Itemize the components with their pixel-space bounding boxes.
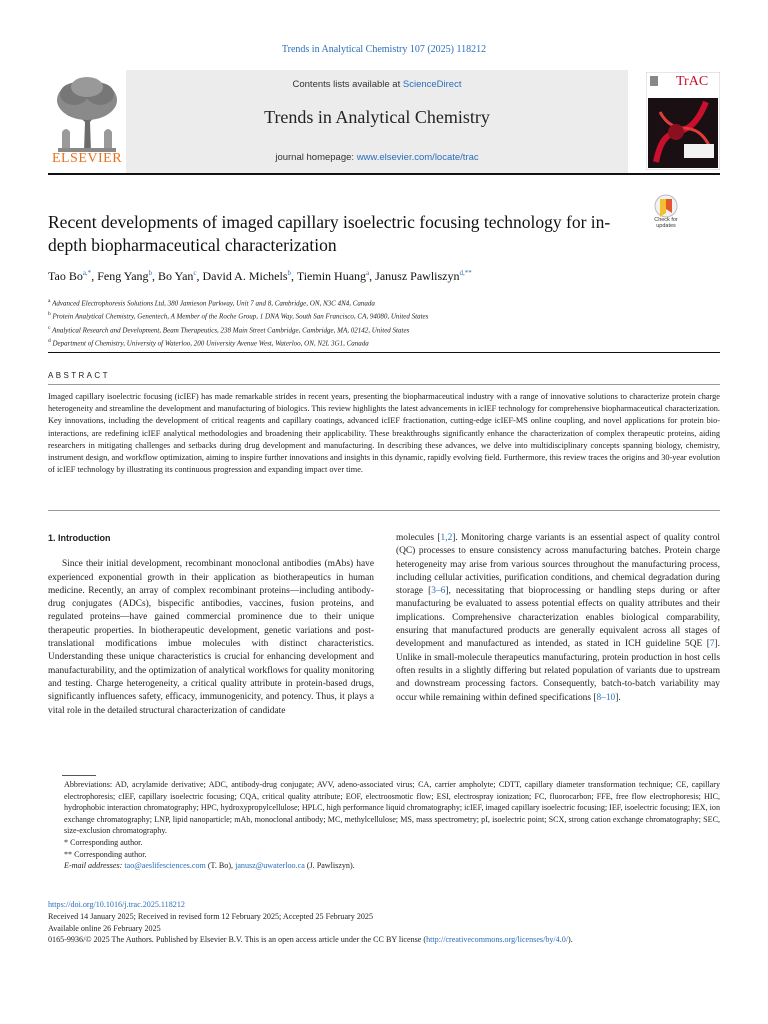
affiliation-mark: d <box>48 337 51 344</box>
author-separator: , <box>91 269 98 283</box>
affiliation-item <box>48 296 720 309</box>
ref-link[interactable]: 3–6 <box>431 586 446 597</box>
email-owner-2: (J. Pawliszyn). <box>304 861 355 871</box>
author-separator: , <box>196 269 203 283</box>
article-title: Recent developments of imaged capillary isoelectric focusing technology for in-depth biopharmaceutical characterization <box>48 212 611 255</box>
affiliation-item <box>48 309 720 322</box>
ref-link[interactable]: 1,2 <box>440 533 453 543</box>
license-link[interactable]: http://creativecommons.org/licenses/by/4.0/ <box>426 935 569 945</box>
doi-link[interactable]: https://doi.org/10.1016/j.trac.2025.118212 <box>48 900 185 909</box>
author-name[interactable]: Feng Yang <box>97 269 149 283</box>
corresponding-author-2: ** Corresponding author. <box>64 849 147 859</box>
affiliation-text: Analytical Research and Development, Beam Therapeutics, 238 Main Street Cambridge, Cambridge, MA, 02142, United States <box>52 325 410 334</box>
ref-link[interactable]: 8–10 <box>596 692 616 703</box>
license-suffix: ). <box>568 935 573 945</box>
journal-cover-thumbnail[interactable] <box>646 72 720 170</box>
intro-heading: 1. Introduction <box>48 533 111 543</box>
author-affiliation-mark[interactable]: d,** <box>459 269 472 277</box>
affiliation-text: Department of Chemistry, University of Waterloo, 200 University Avenue West, Waterloo, ON, N2L 3G1, Canada <box>52 339 369 348</box>
author-name[interactable]: Janusz Pawliszyn <box>375 269 460 283</box>
check-for-updates-button[interactable] <box>646 193 686 233</box>
elsevier-logo[interactable] <box>48 72 126 168</box>
journal-homepage <box>126 152 628 163</box>
intro-paragraph-1: Since their initial development, recombinant monoclonal antibodies (mAbs) have experienced exponential growth in their application as biotherapeutics in human medicine. Recently, an array of complex recombinant proteins—including antibody-drug conjugates (ADCs), bispecific antibodies, vaccines, fusion proteins, and regulated proteins—have gained commercial prominence due to their unique therapeutic properties. In biotherapeutic development, genetic variations and post-translational modifications imbue molecules with distinct characteristics. Understanding these unique characteristics is crucial for enhancing development and manufacturability, and the optimization of analytical workflows for quality monitoring and testing. Charge heterogeneity, a critical quality attribute in protein-based drugs, significantly influences safety, efficacy, immunogenicity, and potency. Thus, it plays a vital role in the detailed structural characterization of candidate <box>48 559 374 716</box>
author-affiliation-mark[interactable]: a <box>366 269 370 277</box>
email-label: E-mail addresses: <box>64 861 125 871</box>
footnote-rule <box>62 775 96 776</box>
email-addresses <box>48 860 720 872</box>
text-seg: ]. <box>615 692 621 703</box>
homepage-label: journal homepage: <box>275 152 357 163</box>
intro-paragraph-cont <box>396 532 720 705</box>
affiliation-list <box>48 296 720 349</box>
abstract-heading: ABSTRACT <box>48 371 110 380</box>
license-prefix: 0165-9936/© 2025 The Authors. Published by Elsevier B.V. This is an open access article under the CC BY license ( <box>48 935 427 945</box>
license-line <box>48 934 720 946</box>
header-rule <box>48 352 720 353</box>
elsevier-wordmark: ELSEVIER <box>51 151 123 166</box>
received-dates: Received 14 January 2025; Received in revised form 12 February 2025; Accepted 25 February 2025 <box>48 911 374 921</box>
abbreviations-footnote: Abbreviations: AD, acrylamide derivative; ADC, antibody-drug conjugate; AVV, adeno-associated virus; CA, carrier ampholyte; CDTT, capillary diameter transformation technique; CE, capillary electrophoresis; cIEF, capillary isoelectric focusing; CQA, critical quality attribute; EOF, electroosmotic flow; ESI, electrospray ionization; FC, fluorocarbon; FFE, free flow electrophoresis; HIC, hydrophobic interaction chromatography; HPC, hydroxypropylcellulose; HPLC, high performance liquid chromatography; icIEF, imaged capillary isoelectric focusing; IEF, isoelectric focusing; IEX, ion exchange chromatography; LNP, lipid nanoparticle; mAb, monoclonal antibody; MC, methylcellulose; MS, mass spectrometry; pI, isoelectric point; SCX, strong cation exchange chromatography; SEC, size-exclusion chromatography. <box>64 780 720 836</box>
author-name[interactable]: Tiemin Huang <box>296 269 367 283</box>
affiliation-text: Advanced Electrophoresis Solutions Ltd, 380 Jamieson Parkway, Unit 7 and 8, Cambridge, ON, N3C 4N4, Canada <box>52 299 375 308</box>
affiliation-mark: b <box>48 311 51 318</box>
text-seg: ]. Monitoring charge variants is an essential aspect of quality control (QC) processes to ensure consistency across manufacturing batches. Protein charge heterogeneity may arise from various sources throughout the manufacturing process, including cellular activities, purification conditions, and chemical degradation during storage [ <box>396 533 720 597</box>
author-list <box>48 269 720 284</box>
homepage-link[interactable]: www.elsevier.com/locate/trac <box>356 152 479 163</box>
affiliation-mark: c <box>48 324 51 331</box>
left-column <box>48 532 374 718</box>
abstract-top-rule <box>48 384 720 385</box>
available-online: Available online 26 February 2025 <box>48 923 161 933</box>
footnotes <box>48 779 720 872</box>
author-affiliation-mark[interactable]: b <box>148 269 153 277</box>
email-link-1[interactable]: tao@aeslifesciences.com <box>124 861 206 871</box>
author-separator: , <box>369 269 376 283</box>
author-separator: , <box>152 269 159 283</box>
affiliation-mark: a <box>48 298 51 304</box>
journal-citation[interactable]: Trends in Analytical Chemistry 107 (2025) 118212 <box>281 44 487 55</box>
author-name[interactable]: Tao Bo <box>48 269 83 283</box>
author-name[interactable]: David A. Michels <box>202 269 288 283</box>
masthead-rule <box>48 173 720 175</box>
affiliation-item <box>48 323 720 336</box>
abstract-bottom-rule <box>48 510 720 511</box>
text-seg: ]. Unlike in small-molecule therapeutics manufacturing, protein production in host cells often results in a slightly differing but related population of variants due to upstream and downstream processing factors. Consequently, batch-to-batch variability may occur while remaining within defined specifications [ <box>396 639 720 703</box>
email-link-2[interactable]: janusz@uwaterloo.ca <box>235 861 305 871</box>
abstract-text: Imaged capillary isoelectric focusing (icIEF) has made remarkable strides in recent years, presenting the biopharmaceutical industry with a range of innovative solutions to characterize protein charge heterogeneity and streamline the development and manufacturing of biologics. This review highlights the latest advancements in icIEF technology for comprehensive biopharmaceutical characterization. Key innovations, including the development of critical reagents and capillary coatings, advanced icIEF fractionation, cutting-edge icIEF-MS online coupling, and novel applications for protein bio-interactions, are redefining icIEF analytical methodologies and broadening their applicability. These breakthroughs significantly enhance the characterization of complex therapeutic proteins, aiding researchers in mitigating challenges and setbacks during drug development and manufacturing. In describing these advances, we delve into multidisciplinary concepts spanning biology, chemistry, instrument design, and workflow optimization, aiming to inspire further innovations and insights in this dynamic, rapidly evolving field. Furthermore, this review traces the origins and 30-year evolution of icIEF technology by illustrating its continuous progression and expanding impact over time. <box>48 392 720 475</box>
text-seg: ], necessitating that bioprocessing or handling steps during or after manufacturing be evaluated to assess potential effects on quality attributes and their implications. Comprehensive characterization enables biological comparability, ensuring that manufactured products are generally equivalent across all stages of development and manufactured as intended, as stated in ICH guideline 5QE [ <box>396 586 720 650</box>
author-affiliation-mark[interactable]: a,* <box>82 269 92 277</box>
affiliation-text: Protein Analytical Chemistry, Genentech, A Member of the Roche Group, 1 DNA Way, South San Francisco, CA, 94080, United States <box>52 312 429 321</box>
author-name[interactable]: Bo Yan <box>158 269 194 283</box>
check-for-updates-label: Check for updates <box>654 217 678 229</box>
sciencedirect-link[interactable]: ScienceDirect <box>402 79 462 90</box>
cover-title: TrAC <box>676 74 709 89</box>
contents-line <box>126 79 628 90</box>
corresponding-author-1: * Corresponding author. <box>64 837 143 847</box>
author-separator: , <box>291 269 297 283</box>
publication-info <box>48 899 720 946</box>
ref-link[interactable]: 7 <box>709 639 715 650</box>
author-affiliation-mark[interactable]: b <box>287 269 292 277</box>
affiliation-item <box>48 336 720 349</box>
right-column <box>396 532 720 705</box>
contents-prefix: Contents lists available at <box>292 79 403 90</box>
author-affiliation-mark[interactable]: c <box>193 269 197 277</box>
journal-title[interactable]: Trends in Analytical Chemistry <box>264 107 490 127</box>
email-owner-1: (T. Bo), <box>205 861 236 871</box>
text-seg: molecules [ <box>396 533 441 543</box>
